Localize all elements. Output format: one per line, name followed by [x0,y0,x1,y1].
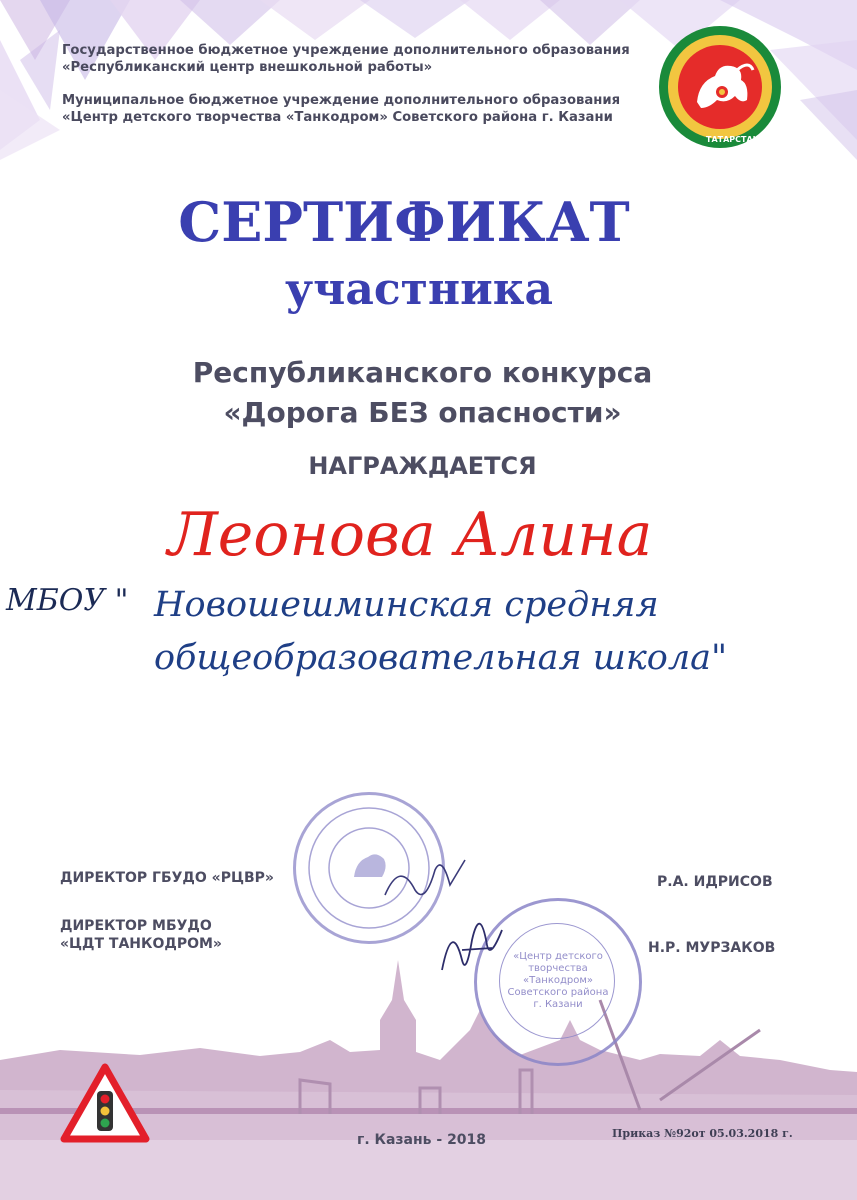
stamp-line-2: творчества [528,963,588,974]
order-number: Приказ №92от 05.03.2018 г. [612,1127,793,1140]
director2-title-line1: ДИРЕКТОР МБУДО [60,918,212,934]
org-line-3: Муниципальное бюджетное учреждение дополнительного образования [62,93,621,108]
certificate-title: СЕРТИФИКАТ [178,190,630,254]
director2-name: Н.Р. МУРЗАКОВ [648,940,776,956]
school-line-2: общеобразовательная школа" [154,638,728,678]
stamp-line-5: г. Казани [533,999,583,1010]
school-line-1: Новошешминская средняя [154,585,659,625]
stamp-line-1: «Центр детского [513,951,603,962]
org-line-2: «Республиканский центр внешкольной работы» [62,60,433,75]
org-line-4: «Центр детского творчества «Танкодром» Советского района г. Казани [62,110,613,125]
org-line-1: Государственное бюджетное учреждение дополнительного образования [62,43,630,58]
contest-line-2: «Дорога БЕЗ опасности» [223,396,622,429]
school-prefix: МБОУ " [6,583,129,618]
traffic-light-sign-icon [60,1063,150,1143]
director2-title-line2: «ЦДТ ТАНКОДРОМ» [60,936,222,952]
contest-line-1: Республиканского конкурса [192,356,653,389]
tatarstan-emblem [657,24,783,150]
director1-title: ДИРЕКТОР ГБУДО «РЦВР» [60,870,274,886]
city-year: г. Казань - 2018 [357,1132,487,1148]
director1-name: Р.А. ИДРИСОВ [657,874,773,890]
awarded-label: НАГРАЖДАЕТСЯ [308,452,537,480]
recipient-name: Леонова Алина [167,500,653,570]
signature-2 [432,900,512,980]
stamp-line-3: «Танкодром» [522,975,594,986]
emblem-text: ТАТАРСТАН [706,135,760,144]
certificate-subtitle: участника [284,264,554,315]
stamp-line-4: Советского района [507,987,609,998]
